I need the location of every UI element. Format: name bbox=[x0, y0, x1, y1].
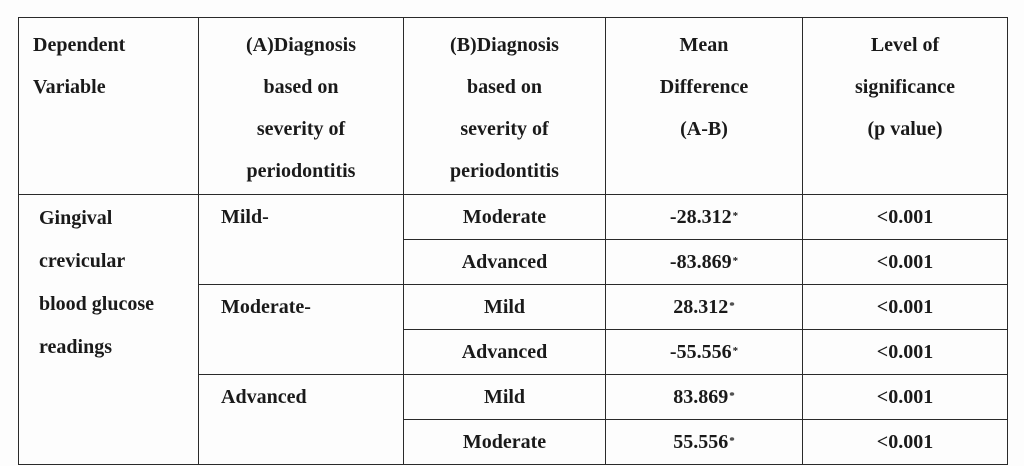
mean-diff-cell bbox=[606, 240, 803, 285]
header-line: Difference bbox=[659, 76, 749, 98]
header-diagnosis-b bbox=[404, 18, 606, 195]
mean-diff-value: -83.869 bbox=[669, 251, 732, 273]
diagnosis-b-cell: Mild bbox=[404, 285, 606, 330]
mean-diff-cell bbox=[606, 330, 803, 375]
group-label: Advanced bbox=[199, 375, 404, 465]
header-line: Variable bbox=[33, 76, 106, 98]
header-line: periodontitis bbox=[450, 160, 559, 182]
diagnosis-b-cell: Moderate bbox=[404, 420, 606, 465]
header-line: Dependent bbox=[33, 34, 126, 56]
variable-line: crevicular bbox=[39, 250, 126, 272]
significance-marker: * bbox=[729, 300, 735, 312]
mean-diff-value: 83.869 bbox=[673, 386, 729, 408]
mean-diff-cell bbox=[606, 375, 803, 420]
p-value-cell: <0.001 bbox=[803, 240, 1008, 285]
variable-line: blood glucose bbox=[39, 293, 155, 315]
header-line: based on bbox=[263, 76, 339, 98]
diagnosis-b-cell: Advanced bbox=[404, 330, 606, 375]
mean-diff-cell bbox=[606, 285, 803, 330]
mean-diff-cell bbox=[606, 195, 803, 240]
p-value-cell: <0.001 bbox=[803, 330, 1008, 375]
header-significance bbox=[803, 18, 1008, 195]
dependent-variable-cell bbox=[19, 195, 199, 465]
variable-line: readings bbox=[39, 336, 112, 358]
group-label: Moderate- bbox=[199, 285, 404, 375]
header-diagnosis-a bbox=[199, 18, 404, 195]
mean-diff-value: -28.312 bbox=[669, 206, 732, 228]
variable-line: Gingival bbox=[39, 207, 113, 229]
table-row bbox=[19, 195, 1008, 240]
mean-diff-value: 28.312 bbox=[673, 296, 729, 318]
significance-marker: * bbox=[732, 210, 739, 222]
header-line: Mean bbox=[679, 34, 729, 56]
header-mean-difference bbox=[606, 18, 803, 195]
mean-diff-value: 55.556 bbox=[673, 431, 729, 453]
header-line: based on bbox=[466, 76, 543, 98]
diagnosis-b-cell: Mild bbox=[404, 375, 606, 420]
diagnosis-b-cell: Moderate bbox=[404, 195, 606, 240]
header-line: periodontitis bbox=[246, 160, 356, 182]
mean-diff-cell bbox=[606, 420, 803, 465]
p-value-cell: <0.001 bbox=[803, 420, 1008, 465]
mean-diff-value: -55.556 bbox=[669, 341, 732, 363]
header-row bbox=[19, 18, 1008, 195]
header-line: (A)Diagnosis bbox=[245, 34, 356, 56]
header-line: (B)Diagnosis bbox=[450, 34, 559, 56]
significance-marker: * bbox=[729, 435, 735, 447]
header-dependent-variable bbox=[19, 18, 199, 195]
header-line: significance bbox=[855, 76, 955, 98]
p-value-cell: <0.001 bbox=[803, 285, 1008, 330]
p-value-cell: <0.001 bbox=[803, 195, 1008, 240]
p-value-cell: <0.001 bbox=[803, 375, 1008, 420]
header-line: (p value) bbox=[867, 118, 943, 140]
header-line: (A-B) bbox=[680, 118, 728, 140]
significance-marker: * bbox=[729, 390, 735, 402]
results-table bbox=[18, 17, 1008, 465]
diagnosis-b-cell: Advanced bbox=[404, 240, 606, 285]
header-line: severity of bbox=[460, 118, 549, 140]
header-line: Level of bbox=[870, 34, 940, 56]
header-line: severity of bbox=[256, 118, 346, 140]
significance-marker: * bbox=[732, 255, 739, 267]
group-label: Mild- bbox=[199, 195, 404, 285]
significance-marker: * bbox=[732, 345, 739, 357]
